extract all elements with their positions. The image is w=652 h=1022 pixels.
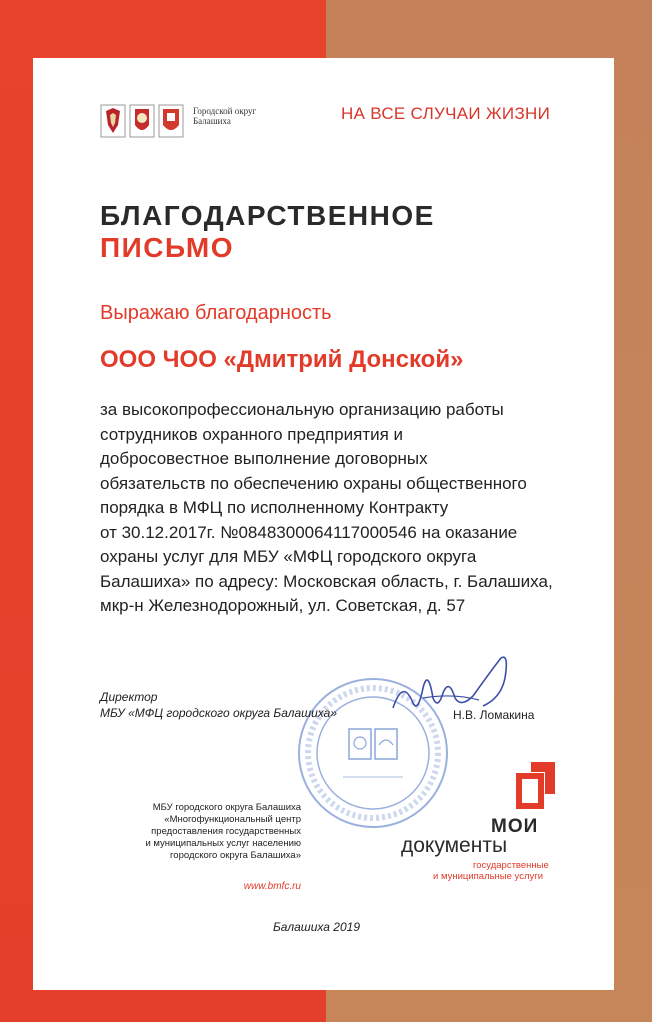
title-line-1: БЛАГОДАРСТВЕННОЕ: [100, 200, 435, 231]
body-line: добросовестное выполнение договорных: [100, 449, 428, 468]
organization-name: ООО ЧОО «Дмитрий Донской»: [100, 346, 464, 373]
logo-documents: документы: [401, 834, 508, 857]
body-line: сотрудников охранного предприятия и: [100, 424, 404, 444]
logo-subtitle-2: и муниципальные услуги: [433, 871, 544, 882]
slogan: НА ВСЕ СЛУЧАИ ЖИЗНИ: [341, 104, 551, 123]
body-text: [100, 398, 600, 619]
title-line-2: ПИСЬМО: [100, 232, 235, 263]
body-line: охраны услуг для МБУ «МФЦ городского округа: [100, 547, 477, 566]
director-organization: МБУ «МФЦ городского округа Балашиха»: [100, 706, 338, 720]
body-line: порядка в МФЦ по исполненному Контракту: [100, 498, 449, 517]
body-line: от 30.12.2017г. №0848300064117000546 на оказание: [100, 522, 518, 542]
thanks-heading: Выражаю благодарность: [100, 302, 332, 324]
body-line: за высокопрофессиональную организацию работы: [100, 400, 504, 419]
logo-subtitle-1: государственные: [473, 860, 549, 871]
body-line: обязательств по обеспечению охраны общественного: [100, 473, 527, 493]
city-year: Балашиха 2019: [273, 920, 360, 934]
director-title: Директор: [100, 690, 158, 704]
coat-of-arms-icon: [100, 103, 185, 139]
certificate-sheet: [33, 58, 614, 990]
logo-moi: МОИ: [491, 816, 539, 837]
director-name: Н.В. Ломакина: [453, 708, 535, 722]
body-line: Балашиха» по адресу: Московская область, г. Балашиха,: [100, 571, 553, 591]
moi-dokumenty-logo-icon: [515, 758, 559, 810]
footer-organization: МБУ городского округа Балашиха «Многофункциональный центр предоставления государственных и муниципальных услуг населению городского округа Балашиха»: [145, 802, 301, 861]
okrug-label: Городской округ Балашиха: [193, 106, 257, 126]
body-line: мкр-н Железнодорожный, ул. Советская, д. 57: [100, 596, 466, 615]
website-link[interactable]: www.bmfc.ru: [243, 881, 301, 892]
